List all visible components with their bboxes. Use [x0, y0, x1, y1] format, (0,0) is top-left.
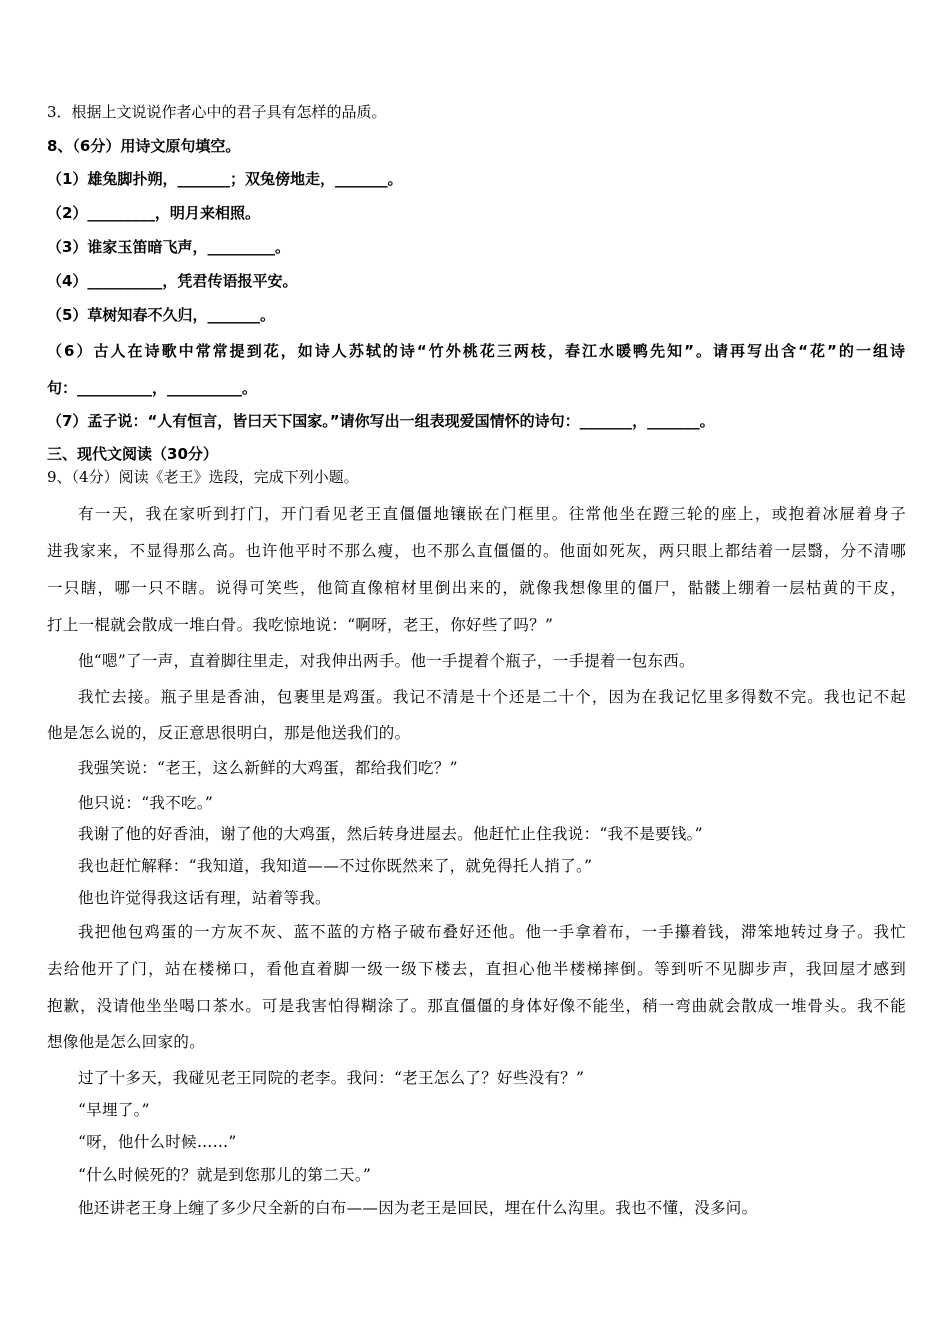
passage-line: 打上一棍就会散成一堆白骨。我吃惊地说：“啊呀，老王，你好些了吗？”	[47, 616, 554, 634]
question-8-item-3: （3）谁家玉笛暗飞声，_________。	[47, 238, 290, 256]
question-9-header: 9、（4分）阅读《老王》选段，完成下列小题。	[47, 468, 359, 486]
passage-line: 我也赶忙解释：“我知道，我知道——不过你既然来了，就免得托人捎了。”	[78, 857, 593, 875]
question-8-item-4: （4）__________，凭君传语报平安。	[47, 272, 298, 290]
passage-line: 想像他是怎么回家的。	[47, 1033, 206, 1051]
question-8-header: 8、（6分）用诗文原句填空。	[47, 137, 241, 155]
question-8-item-2: （2）_________，明月来相照。	[47, 204, 260, 222]
passage-line: 抱歉，没请他坐坐喝口茶水。可是我害怕得糊涂了。那直僵僵的身体好像不能坐，稍一弯曲就会散成一堆骨头。我不能	[47, 997, 906, 1015]
question-8-item-6-cont: 句：__________，__________。	[47, 379, 258, 397]
passage-line: “早埋了。”	[78, 1101, 150, 1119]
passage-line: 有一天，我在家听到打门，开门看见老王直僵僵地镶嵌在门框里。往常他坐在蹬三轮的座上，或抱着冰屉着身子	[78, 505, 906, 523]
passage-line: “呀，他什么时候……”	[78, 1133, 237, 1151]
passage-line: 他是怎么说的，反正意思很明白，那是他送我们的。	[47, 724, 411, 742]
passage-line: 我忙去接。瓶子里是香油，包裹里是鸡蛋。我记不清是十个还是二十个，因为在我记忆里多得数不完。我也记不起	[78, 688, 906, 706]
passage-line: 一只瞎，哪一只不瞎。说得可笑些，他简直像棺材里倒出来的，就像我想像里的僵尸，骷髅上绷着一层枯黄的干皮，	[47, 579, 906, 597]
question-8-item-5: （5）草树知春不久归，_______。	[47, 306, 275, 324]
passage-line: 我强笑说：“老王，这么新鲜的大鸡蛋，都给我们吃？”	[78, 759, 458, 777]
passage-line: 过了十多天，我碰见老王同院的老李。我问：“老王怎么了？好些没有？”	[78, 1069, 585, 1087]
section-3-heading: 三、现代文阅读（30分）	[47, 445, 218, 463]
question-8-item-1: （1）雄兔脚扑朔，_______；双兔傍地走，_______。	[47, 170, 403, 188]
passage-line: 他也许觉得我这话有理，站着等我。	[78, 889, 331, 907]
passage-line: 他还讲老王身上缠了多少尺全新的白布——因为老王是回民，埋在什么沟里。我也不懂，没多问。	[78, 1199, 758, 1217]
passage-line: 他只说：“我不吃。”	[78, 794, 214, 812]
passage-line: 我谢了他的好香油，谢了他的大鸡蛋，然后转身进屋去。他赶忙止住我说：“我不是要钱。”	[78, 825, 703, 843]
question-8-item-6: （6）古人在诗歌中常常提到花，如诗人苏轼的诗“竹外桃花三两枝，春江水暖鸭先知”。请再写出含“花”的一组诗	[47, 342, 905, 360]
passage-line: 我把他包鸡蛋的一方灰不灰、蓝不蓝的方格子破布叠好还他。他一手拿着布，一手攥着钱，滞笨地转过身子。我忙	[78, 923, 906, 941]
question-8-item-7: （7）孟子说：“人有恒言，皆曰天下国家。”请你写出一组表现爱国情怀的诗句：_______，_______。	[47, 412, 715, 430]
question-3: 3．根据上文说说作者心中的君子具有怎样的品质。	[47, 103, 387, 121]
passage-line: 他“嗯”了一声，直着脚往里走，对我伸出两手。他一手提着个瓶子，一手提着一包东西。	[78, 652, 695, 670]
passage-line: 进我家来，不显得那么高。也许他平时不那么瘦，也不那么直僵僵的。他面如死灰，两只眼上都结着一层翳，分不清哪	[47, 542, 906, 560]
passage-line: 去给他开了门，站在楼梯口，看他直着脚一级一级下楼去，直担心他半楼梯摔倒。等到听不见脚步声，我回屋才感到	[47, 960, 906, 978]
passage-line: “什么时候死的？就是到您那儿的第二天。”	[78, 1166, 372, 1184]
